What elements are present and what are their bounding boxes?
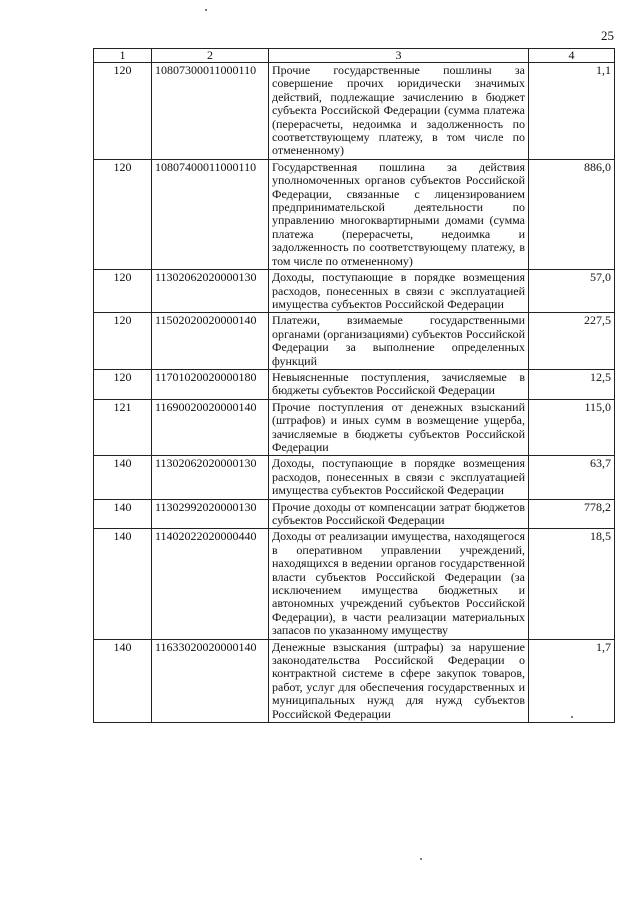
budget-code-cell: 11502020020000140: [152, 313, 269, 370]
amount-cell: 1,1: [529, 63, 615, 160]
revenue-name-cell: Доходы от реализации имущества, находящегося в оперативном управлении учреждений, находящихся в ведении органов государственной власти субъектов Российской Федерации (за исключением имущества бюджетных и автономных учреждений субъектов Российской Федерации), в части реализации материальных запасов по указанному имуществу: [269, 529, 529, 639]
amount-cell: 1,7: [529, 639, 615, 722]
column-header-1: 1: [94, 49, 152, 63]
table-row: [94, 270, 615, 313]
revenue-name-cell: Доходы, поступающие в порядке возмещения расходов, понесенных в связи с эксплуатацией имущества субъектов Российской Федерации: [269, 456, 529, 499]
column-number-row: [94, 49, 615, 63]
scan-speck: [571, 716, 573, 718]
admin-code-cell: 121: [94, 399, 152, 456]
table-row: [94, 159, 615, 269]
revenue-name-cell: Денежные взыскания (штрафы) за нарушение законодательства Российской Федерации о контрактной системе в сфере закупок товаров, работ, услуг для обеспечения государственных и муниципальных нужд для нужд субъектов Российской Федерации: [269, 639, 529, 722]
table-row: [94, 529, 615, 639]
admin-code-cell: 120: [94, 313, 152, 370]
amount-cell: 115,0: [529, 399, 615, 456]
table-row: [94, 456, 615, 499]
scan-speck: [205, 9, 207, 11]
amount-cell: 778,2: [529, 499, 615, 529]
table-row: [94, 399, 615, 456]
amount-cell: 57,0: [529, 270, 615, 313]
admin-code-cell: 120: [94, 270, 152, 313]
admin-code-cell: 140: [94, 639, 152, 722]
column-header-4: 4: [529, 49, 615, 63]
budget-code-cell: 10807300011000110: [152, 63, 269, 160]
amount-cell: 18,5: [529, 529, 615, 639]
table-row: [94, 369, 615, 399]
table-row: [94, 499, 615, 529]
revenue-name-cell: Доходы, поступающие в порядке возмещения расходов, понесенных в связи с эксплуатацией имущества субъектов Российской Федерации: [269, 270, 529, 313]
budget-code-cell: 11701020020000180: [152, 369, 269, 399]
scan-speck: [420, 858, 422, 860]
admin-code-cell: 120: [94, 63, 152, 160]
table-row: [94, 639, 615, 722]
admin-code-cell: 140: [94, 499, 152, 529]
page-number: 25: [601, 28, 614, 43]
amount-cell: 886,0: [529, 159, 615, 269]
admin-code-cell: 120: [94, 369, 152, 399]
table-row: [94, 313, 615, 370]
budget-code-cell: 11690020020000140: [152, 399, 269, 456]
budget-code-cell: 10807400011000110: [152, 159, 269, 269]
revenue-table: [93, 48, 615, 723]
budget-code-cell: 11302062020000130: [152, 270, 269, 313]
revenue-name-cell: Прочие государственные пошлины за совершение прочих юридически значимых действий, подлежащие зачислению в бюджет субъекта Российской Федерации (сумма платежа (перерасчеты, недоимка и задолженность по соответствующему платежу, в том числе по отмененному): [269, 63, 529, 160]
revenue-name-cell: Государственная пошлина за действия уполномоченных органов субъектов Российской Федерации, связанные с лицензированием предпринимательской деятельности по управлению многоквартирными домами (сумма платежа (перерасчеты, недоимка и задолженность по соответствующему платежу, в том числе по отмененному): [269, 159, 529, 269]
budget-code-cell: 11302062020000130: [152, 456, 269, 499]
revenue-name-cell: Прочие поступления от денежных взысканий (штрафов) и иных сумм в возмещение ущерба, зачисляемые в бюджеты субъектов Российской Федерации: [269, 399, 529, 456]
admin-code-cell: 120: [94, 159, 152, 269]
budget-code-cell: 11302992020000130: [152, 499, 269, 529]
revenue-name-cell: Прочие доходы от компенсации затрат бюджетов субъектов Российской Федерации: [269, 499, 529, 529]
column-header-3: 3: [269, 49, 529, 63]
table-row: [94, 63, 615, 160]
amount-cell: 12,5: [529, 369, 615, 399]
amount-cell: 63,7: [529, 456, 615, 499]
budget-code-cell: 11402022020000440: [152, 529, 269, 639]
budget-code-cell: 11633020020000140: [152, 639, 269, 722]
amount-cell: 227,5: [529, 313, 615, 370]
admin-code-cell: 140: [94, 456, 152, 499]
column-header-2: 2: [152, 49, 269, 63]
admin-code-cell: 140: [94, 529, 152, 639]
revenue-name-cell: Невыясненные поступления, зачисляемые в бюджеты субъектов Российской Федерации: [269, 369, 529, 399]
revenue-name-cell: Платежи, взимаемые государственными органами (организациями) субъектов Российской Федерации за выполнение определенных функций: [269, 313, 529, 370]
